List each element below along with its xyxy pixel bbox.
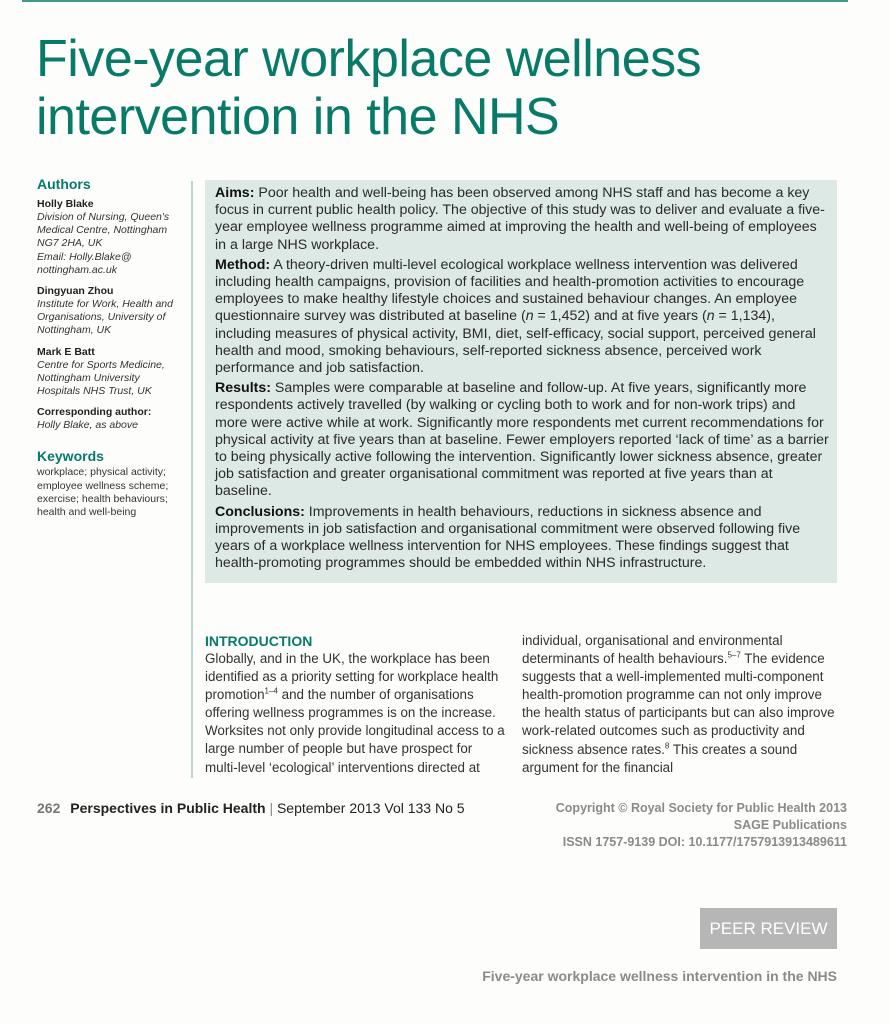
journal-footer [37, 800, 465, 816]
page-number: 262 [37, 800, 61, 816]
publisher-line: SAGE Publications [733, 818, 847, 832]
article-title [36, 30, 701, 146]
corresponding-value: Holly Blake, as above [37, 419, 138, 432]
author-name: Mark E Batt [37, 345, 95, 358]
abstract-box [205, 180, 837, 583]
author-email[interactable]: Email: Holly.Blake@ nottingham.ac.uk [37, 250, 132, 276]
issn-doi-line[interactable]: ISSN 1757-9139 DOI: 10.1177/1757913913489611 [562, 835, 847, 849]
body-text: and the number of organisations offering wellness programmes is on the increase. Worksites not only provide longitudinal access to a large number of people but have prospect for multi-level ‘ecological’ interventions directed at [205, 687, 505, 775]
peer-review-badge: PEER REVIEW [700, 908, 837, 949]
title-line-1: Five-year workplace wellness [36, 30, 702, 88]
results-text: Samples were comparable at baseline and follow-up. At five years, significantly more respondents actively travelled (by walking or cycling both to work and for non-work trips) and more were active while at work. Significantly more respondents met current recommendations for physical activity at five years than at baseline. Fewer employers reported ‘lack of time’ as a barrier to being physically active following the intervention. Significantly lower sickness absence, greater job satisfaction and greater organisational commitment was reported at five years than at baseline. [215, 380, 829, 500]
aims-label: Aims: [215, 185, 255, 201]
conclusions-label: Conclusions: [215, 503, 305, 520]
issue-info: September 2013 Vol 133 No 5 [276, 800, 465, 816]
n-symbol: n [525, 308, 534, 325]
introduction-heading: INTRODUCTION [205, 633, 313, 649]
author-name: Dingyuan Zhou [37, 285, 114, 298]
results-label: Results: [215, 380, 271, 397]
citation-ref[interactable]: 5–7 [727, 650, 741, 660]
authors-heading: Authors [37, 176, 91, 192]
running-title: Five-year workplace wellness intervention in the NHS [482, 968, 837, 984]
method-text: = 1,134), including measures of physical activity, BMI, diet, self-efficacy, social support, perceived general health and mood, smoking behaviours, self-reported sickness absence, perceived work performance and job satisfaction. [215, 308, 816, 377]
copyright-block [556, 800, 847, 851]
title-line-2: intervention in the NHS [36, 88, 560, 146]
separator: | [269, 800, 274, 816]
journal-name: Perspectives in Public Health [70, 800, 266, 816]
copyright-line: Copyright © Royal Society for Public Health 2013 [555, 801, 847, 815]
author-name: Holly Blake [37, 198, 94, 210]
method-label: Method: [215, 256, 271, 273]
body-text: Globally, and in the UK, the workplace has been identified as a priority setting for workplace health promotion [205, 651, 499, 703]
keywords-heading: Keywords [37, 448, 104, 465]
n-symbol: n [706, 308, 715, 325]
conclusions-text: Improvements in health behaviours, reductions in sickness absence and improvements in job satisfaction and organisational commitment were observed following five years of a workplace wellness intervention for NHS employees. These findings suggest that health-promoting programmes should be embedded within NHS infrastructure. [215, 503, 801, 572]
author-affiliation: Division of Nursing, Queen's Medical Centre, Nottingham NG7 2HA, UK [37, 211, 170, 250]
citation-ref[interactable]: 8 [664, 741, 670, 751]
corresponding-author [37, 406, 182, 432]
abstract-results [215, 380, 829, 500]
aims-text: Poor health and well-being has been observed among NHS staff and has become a key focus in current public health policy. The objective of this study was to deliver and evaluate a five-year employee wellness programme aimed at improving the health and well-being of employees in a large NHS workplace. [215, 185, 825, 253]
method-text: A theory-driven multi-level ecological workplace wellness intervention was delivered including health campaigns, provision of facilities and health-promotion activities to encourage employees to make healthy lifestyle choices and sustained behaviour changes. An employee questionnaire survey was distributed at baseline ( [215, 256, 805, 325]
keywords-list: workplace; physical activity; employee wellness scheme; exercise; health behaviours; health and well-being [37, 466, 169, 519]
body-column-2 [522, 632, 844, 777]
citation-ref[interactable]: 1–4 [264, 686, 278, 696]
body-text: This creates a sound argument for the financial [522, 741, 798, 775]
body-text: The evidence suggests that a well-implemented multi-component health-promotion programme can not only improve the health status of participants but can also improve work-related outcomes such as productivity and sickness absence rates. [522, 651, 835, 757]
author-sidebar [37, 176, 182, 519]
author-affiliation: Institute for Work, Health and Organisations, University of Nottingham, UK [37, 298, 173, 337]
author-entry [37, 346, 182, 399]
method-text: = 1,452) and at five years ( [533, 308, 707, 325]
body-text: individual, organisational and environmental determinants of health behaviours. [522, 633, 783, 667]
author-entry [37, 198, 182, 277]
column-divider [191, 181, 193, 778]
abstract-aims [215, 185, 829, 254]
abstract-conclusions [215, 504, 829, 573]
abstract-method [215, 257, 829, 377]
top-rule [22, 0, 848, 2]
author-entry [37, 285, 182, 338]
body-column-1 [205, 650, 505, 777]
author-affiliation: Centre for Sports Medicine, Nottingham University Hospitals NHS Trust, UK [37, 358, 165, 398]
corresponding-label: Corresponding author: [37, 406, 152, 419]
